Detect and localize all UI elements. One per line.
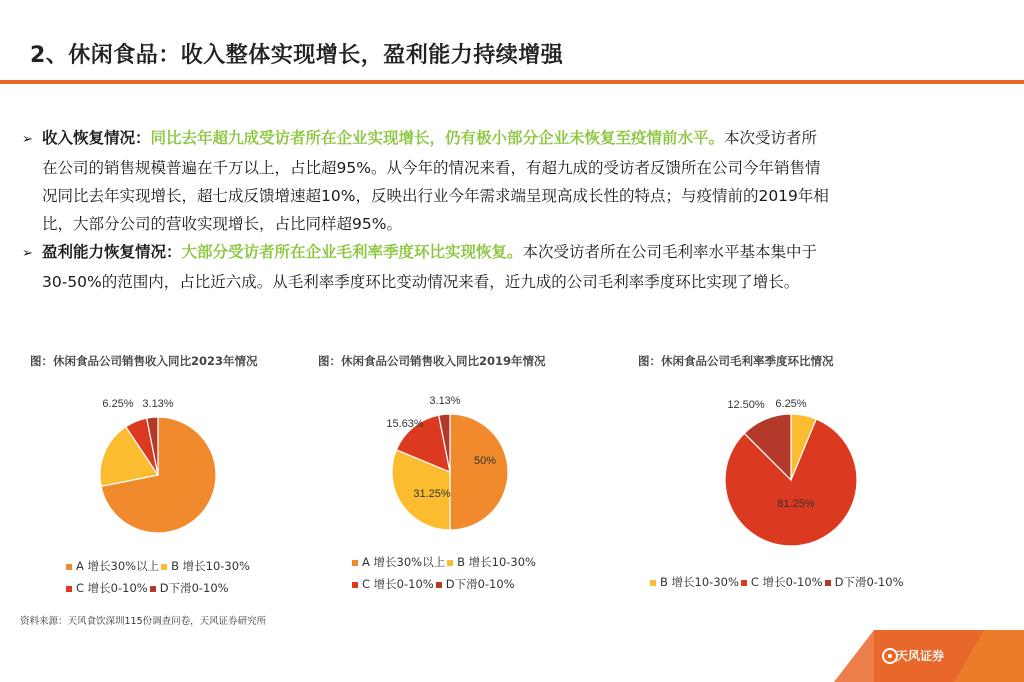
legend-row	[352, 573, 538, 595]
legend-item	[352, 573, 434, 595]
source-note: 资料来源：天风食饮深圳115份调查问卷，天风证券研究所	[20, 616, 267, 627]
legend-row	[66, 555, 252, 577]
data-label: 12.50%	[727, 399, 765, 411]
legend-item	[436, 573, 515, 595]
legend-swatch	[447, 560, 453, 566]
data-label: 3.13%	[429, 395, 461, 407]
bullet-label: 盈利能力恢复情况：	[42, 243, 182, 261]
legend-item	[161, 555, 250, 577]
arrow-icon: ➢	[22, 246, 33, 261]
legend-2019	[352, 551, 538, 595]
bullet-highlight: 大部分受访者所在企业毛利率季度环比实现恢复。	[181, 243, 523, 261]
legend-row	[66, 577, 252, 599]
pie-chart-2019	[355, 390, 545, 540]
legend-item	[66, 555, 159, 577]
legend-swatch	[825, 580, 831, 586]
legend-label: D下滑0-10%	[159, 581, 229, 595]
legend-label: B 增长10-30%	[457, 555, 536, 569]
bullet-text: 30-50%的范围内，占比近六成。从毛利率季度环比变动情况来看，近九成的公司毛利率季度环比实现了增长。	[42, 273, 800, 291]
data-label: 81.25%	[777, 498, 815, 510]
legend-2023	[66, 555, 252, 599]
bullet-highlight: 同比去年超九成受访者所在企业实现增长，仍有极小部分企业未恢复至疫情前水平。	[150, 129, 725, 147]
title-underline	[0, 80, 1024, 84]
legend-item	[150, 577, 229, 599]
legend-swatch	[66, 586, 72, 592]
bullet-list	[22, 124, 1002, 296]
legend-swatch	[352, 582, 358, 588]
legend-label: B 增长10-30%	[660, 575, 739, 589]
legend-item	[352, 551, 445, 573]
brand-logo-text: 天风证券	[895, 649, 944, 663]
legend-label: A 增长30%以上	[362, 555, 446, 569]
data-label: 31.25%	[413, 488, 451, 500]
arrow-icon: ➢	[22, 132, 33, 147]
legend-swatch	[741, 580, 747, 586]
legend-item	[447, 551, 536, 573]
legend-label: D下滑0-10%	[834, 575, 904, 589]
legend-swatch	[66, 564, 72, 570]
data-label: 6.25%	[102, 398, 134, 410]
data-label: 15.63%	[386, 418, 424, 430]
bullet-revenue	[22, 124, 1002, 238]
pie-chart-2023	[70, 390, 260, 540]
data-label: 6.25%	[775, 398, 807, 410]
legend-margin	[650, 571, 906, 593]
legend-row	[352, 551, 538, 573]
legend-label: C 增长0-10%	[362, 577, 434, 591]
legend-swatch	[161, 564, 167, 570]
chart-title-margin: 图：休闲食品公司毛利率季度环比情况	[638, 354, 834, 368]
bullet-text: 本次受访者所	[724, 129, 818, 147]
legend-label: C 增长0-10%	[76, 581, 148, 595]
legend-row	[650, 571, 906, 593]
legend-swatch	[650, 580, 656, 586]
legend-swatch	[352, 560, 358, 566]
bullet-profit	[22, 238, 1002, 296]
chart-title-2019: 图：休闲食品公司销售收入同比2019年情况	[318, 354, 546, 368]
legend-label: D下滑0-10%	[445, 577, 515, 591]
legend-item	[66, 577, 148, 599]
legend-swatch	[150, 586, 156, 592]
legend-item	[741, 571, 823, 593]
pie-chart-margin	[690, 390, 880, 560]
pie-slice	[450, 414, 508, 530]
data-label: 3.13%	[142, 398, 174, 410]
legend-swatch	[436, 582, 442, 588]
legend-label: C 增长0-10%	[750, 575, 823, 589]
chart-title-2023: 图：休闲食品公司销售收入同比2023年情况	[30, 354, 258, 368]
legend-item	[825, 571, 904, 593]
bullet-text: 在公司的销售规模普遍在千万以上，占比超95%。从今年的情况来看，有超九成的受访者反馈所在公司今年销售情	[42, 159, 821, 177]
data-label: 50%	[473, 455, 497, 467]
legend-label: A 增长30%以上	[76, 559, 160, 573]
bullet-label: 收入恢复情况：	[42, 129, 151, 147]
legend-item	[650, 571, 739, 593]
bullet-text: 比，大部分公司的营收实现增长，占比同样超95%。	[42, 215, 402, 233]
legend-label: B 增长10-30%	[171, 559, 250, 573]
page-title: 2、休闲食品：收入整体实现增长，盈利能力持续增强	[30, 43, 564, 68]
bullet-text: 况同比去年实现增长，超七成反馈增速超10%，反映出行业今年需求端呈现高成长性的特点；与疫情前的2019年相	[42, 187, 829, 205]
bullet-text: 本次受访者所在公司毛利率水平基本集中于	[522, 243, 818, 261]
